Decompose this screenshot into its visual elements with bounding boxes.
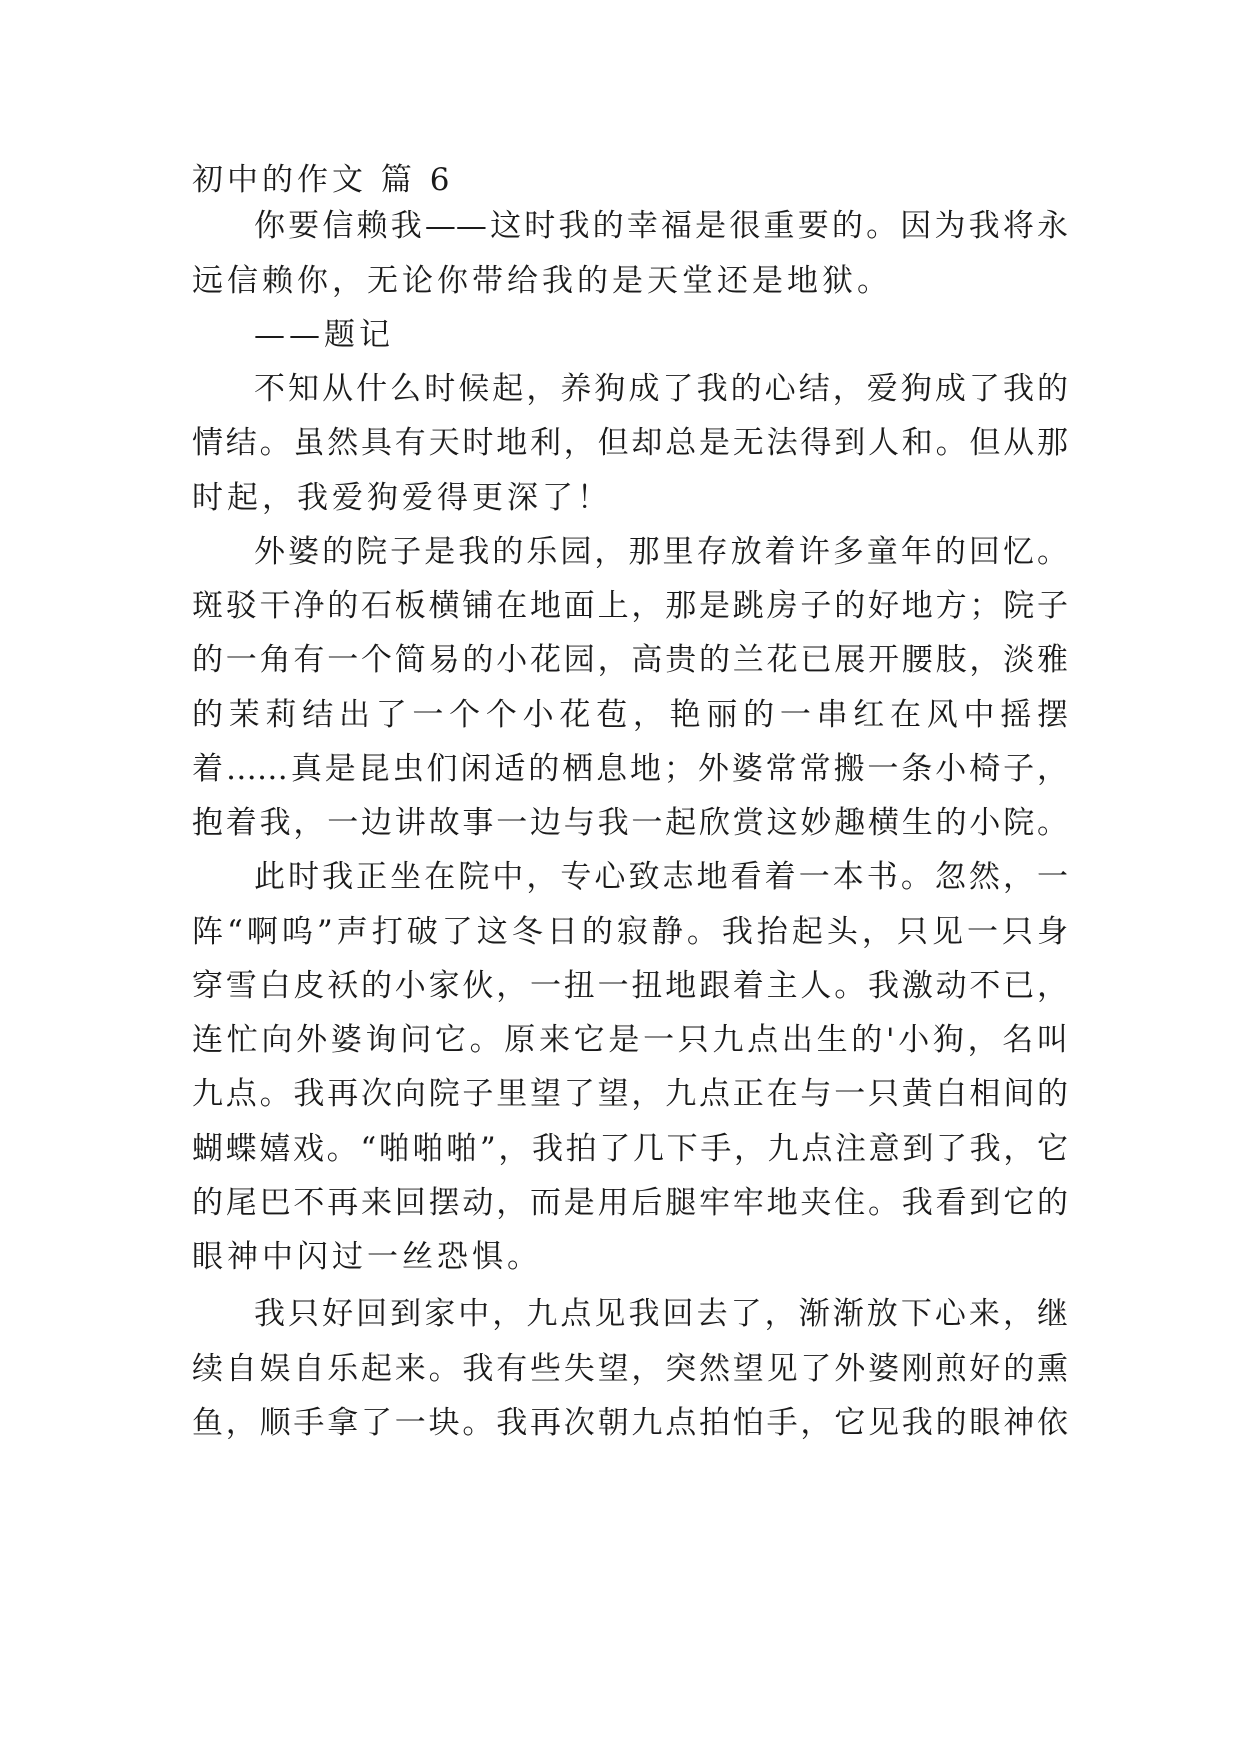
paragraph-line: 外婆的院子是我的乐园，那里存放着许多童年的回忆。: [254, 534, 1068, 570]
paragraph-line: 的一角有一个简易的小花园，高贵的兰花已展开腰肢，淡雅: [192, 642, 1068, 678]
paragraph-line: 的茉莉结出了一个个小花苞，艳丽的一串红在风中摇摆: [192, 697, 1068, 733]
paragraph-line: 时起，我爱狗爱得更深了！: [192, 480, 612, 516]
paragraph-line: 鱼，顺手拿了一块。我再次朝九点拍怕手，它见我的眼神依: [192, 1405, 1068, 1441]
paragraph-line: 的尾巴不再来回摆动，而是用后腿牢牢地夹住。我看到它的: [192, 1185, 1068, 1221]
paragraph-line: 远信赖你，无论你带给我的是天堂还是地狱。: [192, 263, 892, 299]
paragraph-line: 蝴蝶嬉戏。“啪啪啪”，我拍了几下手，九点注意到了我，它: [192, 1131, 1068, 1167]
document-title: 初中的作文 篇 6: [192, 162, 454, 198]
paragraph-line: 眼神中闪过一丝恐惧。: [192, 1239, 542, 1275]
paragraph-line: 续自娱自乐起来。我有些失望，突然望见了外婆刚煎好的熏: [192, 1351, 1068, 1387]
paragraph-line: 斑驳干净的石板横铺在地面上，那是跳房子的好地方；院子: [192, 588, 1068, 624]
paragraph-line: 此时我正坐在院中，专心致志地看着一本书。忽然，一: [254, 859, 1068, 895]
paragraph-line: 抱着我，一边讲故事一边与我一起欣赏这妙趣横生的小院。: [192, 805, 1068, 841]
paragraph-line: 你要信赖我——这时我的幸福是很重要的。因为我将永: [254, 208, 1068, 244]
paragraph-line: 我只好回到家中，九点见我回去了，渐渐放下心来，继: [254, 1296, 1068, 1332]
paragraph-line: 九点。我再次向院子里望了望，九点正在与一只黄白相间的: [192, 1076, 1068, 1112]
paragraph-line: 情结。虽然具有天时地利，但却总是无法得到人和。但从那: [192, 425, 1068, 461]
paragraph-line: 连忙向外婆询问它。原来它是一只九点出生的'小狗，名叫: [192, 1022, 1068, 1058]
paragraph-line: 穿雪白皮袄的小家伙，一扭一扭地跟着主人。我激动不已，: [192, 968, 1068, 1004]
paragraph-line: 不知从什么时候起，养狗成了我的心结，爱狗成了我的: [254, 371, 1068, 407]
epigraph-attribution: ——题记: [254, 317, 394, 353]
paragraph-line: 着……真是昆虫们闲适的栖息地；外婆常常搬一条小椅子，: [192, 751, 1068, 787]
paragraph-line: 阵“啊呜”声打破了这冬日的寂静。我抬起头，只见一只身: [192, 914, 1068, 950]
